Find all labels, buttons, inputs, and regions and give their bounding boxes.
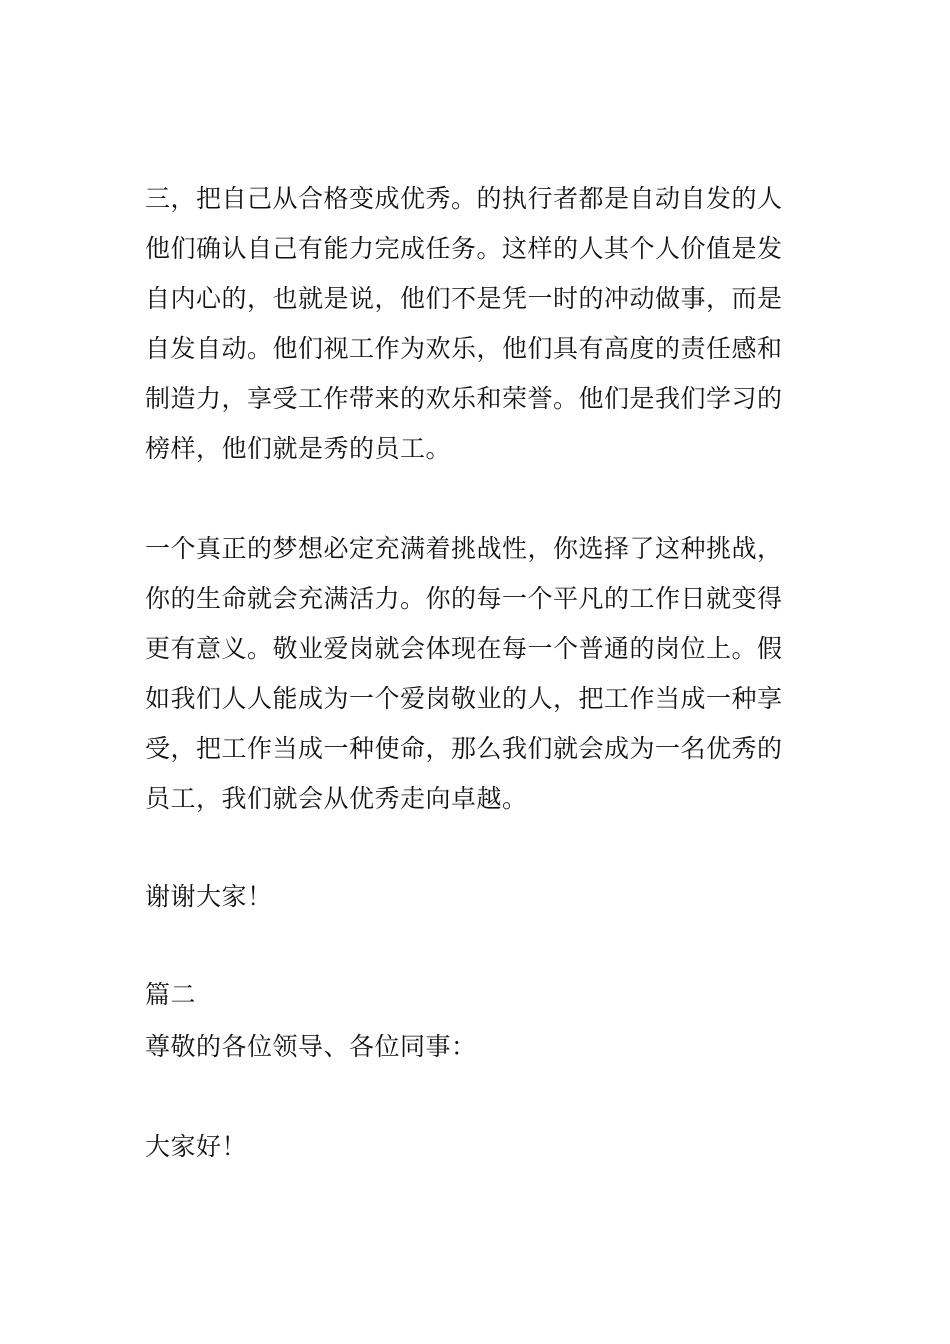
paragraph-2-line-6: 员工，我们就会从优秀走向卓越。 xyxy=(145,784,528,813)
section-heading: 篇二 xyxy=(145,980,197,1009)
paragraph-2-line-4: 如我们人人能成为一个爱岗敬业的人，把工作当成一种享 xyxy=(145,684,783,713)
paragraph-1-line-2: 他们确认自己有能力完成任务。这样的人其个人价值是发 xyxy=(145,234,783,263)
salutation-line: 尊敬的各位领导、各位同事： xyxy=(145,1032,477,1061)
thanks-line: 谢谢大家！ xyxy=(145,882,273,911)
paragraph-1-line-6: 榜样，他们就是秀的员工。 xyxy=(145,434,452,463)
paragraph-2-line-5: 受，把工作当成一种使命，那么我们就会成为一名优秀的 xyxy=(145,734,783,763)
greeting-line: 大家好！ xyxy=(145,1132,248,1161)
paragraph-2-line-2: 你的生命就会充满活力。你的每一个平凡的工作日就变得 xyxy=(145,584,783,613)
paragraph-2-line-1: 一个真正的梦想必定充满着挑战性，你选择了这种挑战， xyxy=(145,534,783,563)
paragraph-1-line-1: 三，把自己从合格变成优秀。的执行者都是自动自发的人 xyxy=(145,184,783,213)
paragraph-2-line-3: 更有意义。敬业爱岗就会体现在每一个普通的岗位上。假 xyxy=(145,634,783,663)
paragraph-1-line-4: 自发自动。他们视工作为欢乐，他们具有高度的责任感和 xyxy=(145,334,783,363)
paragraph-1-line-5: 制造力，享受工作带来的欢乐和荣誉。他们是我们学习的 xyxy=(145,384,783,413)
paragraph-1-line-3: 自内心的，也就是说，他们不是凭一时的冲动做事，而是 xyxy=(145,284,783,313)
